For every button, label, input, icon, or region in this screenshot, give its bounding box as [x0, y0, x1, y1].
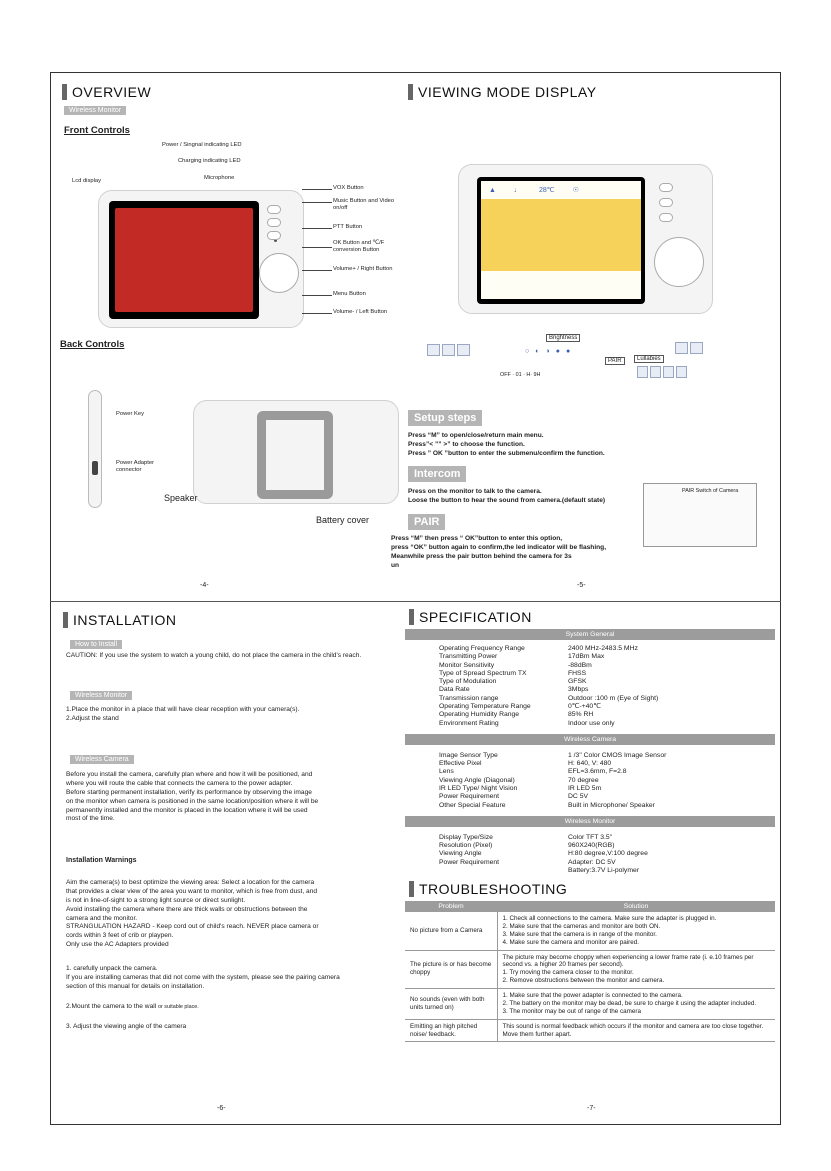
spec-key: Viewing Angle [439, 850, 482, 858]
solution-cell: The picture may become choppy when experiencing a lower frame rate (i. e.10 frames per second vs. a higher 20 frames per second). 1. Try moving the camera closer to the monitor. 2. Remove obstructions between the monitor and camera. [497, 950, 775, 988]
spec-value: H: 640, V: 480 [568, 760, 612, 768]
spec-key: Operating Humidity Range [439, 711, 520, 719]
callout-volplus: Volume+ / Right Button [333, 266, 393, 272]
caution-text: CAUTION: If you use the system to watch a young child, do not place the camera in the child's reach. [66, 652, 362, 659]
step-2: 2.Mount the camera to the wall or suitable place. [66, 1003, 199, 1010]
callout-volminus: Volume- / Left Button [333, 309, 388, 315]
spec-row [405, 850, 775, 858]
overview-title: OVERVIEW [62, 84, 151, 100]
back-controls-heading: Back Controls [60, 339, 125, 350]
spec-value: IR LED 5m [568, 784, 602, 792]
callout-power-key: Power Key [116, 411, 145, 417]
spec-key: Power Requirement [439, 858, 500, 866]
installation-section [60, 606, 400, 1121]
intercom-tag: Intercom [408, 466, 466, 482]
installation-warnings-heading: Installation Warnings [66, 857, 137, 864]
callout-menu: Menu Button [333, 291, 366, 297]
spec-value: EFL=3.6mm, F=2.8 [568, 768, 627, 776]
spec-value: 2400 MHz-2483.5 MHz [568, 645, 638, 652]
monitor-display-image [458, 164, 713, 314]
pair-text: Press “M” then press “ OK”button to enter this option, press “OK” button again to confirm,the led indicator will be flashing, Meanwhile press the pair button behind the camera for 3s un [391, 535, 607, 569]
viewing-mode-section [391, 82, 775, 597]
spec-key [405, 867, 568, 875]
spec-row [405, 678, 775, 686]
spec-row [405, 662, 775, 670]
spec-value: 1 /3" Color CMOS Image Sensor [568, 751, 667, 759]
page-number: -5- [577, 582, 586, 589]
problem-header: Problem [405, 901, 497, 912]
spec-key: Power Requirement [439, 793, 500, 801]
callout-microphone: Microphone [204, 175, 235, 181]
divider [50, 601, 781, 602]
spec-value: Outdoor :100 m (Eye of Sight) [568, 694, 659, 702]
spec-key: Transmitting Power [439, 653, 498, 661]
wireless-monitor-tag: Wireless Monitor [64, 106, 126, 115]
spec-key: Viewing Angle (Diagonal) [439, 776, 515, 784]
spec-row [405, 785, 775, 793]
callout-speaker: Speaker [164, 493, 198, 503]
spec-key: Lens [439, 768, 454, 776]
spec-row [405, 834, 775, 842]
spec-row [405, 695, 775, 703]
monitor-device-image [98, 190, 304, 328]
spec-key: Other Special Feature [439, 801, 506, 809]
brightness-label: Brightness [546, 334, 580, 342]
spec-value: Indoor use only [568, 719, 615, 727]
page-number: -7- [587, 1105, 596, 1112]
callout-battery: Battery cover [316, 515, 370, 525]
vox-icons [427, 344, 470, 356]
step-3: 3. Adjust the viewing angle of the camera [66, 1023, 187, 1030]
table-row [405, 989, 775, 1020]
brightness-levels: ○ ◐ ◑ ● ● [525, 348, 571, 355]
callout-ok: OK Button and ℃/F conversion Button [333, 240, 385, 253]
callout-charging: Charging indicating LED [178, 158, 241, 164]
spec-row [405, 670, 775, 678]
volume-icon: ♩ [513, 186, 521, 194]
camera-install-text: Before you install the camera, carefully plan where and how it will be positioned, and where you will route the cable that connects the camera to the power adapter. Before starting permanent installation, verify its performance by observing the image on the monitor when camera is positioned in the same location/position where it will be permanently installed and the monitor is placed in the location where it will be used most of the time. [66, 771, 319, 823]
how-to-install-tag: How to Install [70, 640, 122, 649]
light-icon: ☉ [572, 187, 579, 194]
spec-row [405, 777, 775, 785]
spec-value: Battery:3.7V Li-polymer [568, 866, 640, 874]
problem-cell: Emitting an high pitched noise/ feedback. [405, 1019, 497, 1042]
spec-value: 17dBm Max [568, 653, 605, 661]
spec-row [405, 760, 775, 768]
spec-key: Transmission range [439, 694, 499, 702]
spec-value: Adapter: DC 5V [568, 858, 616, 866]
spec-value: GFSK [568, 678, 587, 686]
spec-row [405, 859, 775, 867]
vox-level-labels: OFF · 01 · H· 9H [500, 372, 541, 378]
spec-key: Monitor Sensitivity [439, 661, 495, 669]
setup-steps-text: Press “M” to open/close/return main menu. Press”< ”” >” to choose the function. Press ” OK ”button to enter the submenu/confirm the function. [408, 432, 605, 457]
troubleshooting-table [405, 901, 775, 1042]
spec-row [405, 867, 775, 875]
general-spec-list [405, 643, 775, 731]
installation-title: INSTALLATION [63, 612, 177, 628]
spec-row [405, 768, 775, 776]
viewing-title: VIEWING MODE DISPLAY [408, 84, 597, 100]
camera-spec-list [405, 748, 775, 813]
signal-icon: ▲ [489, 186, 496, 194]
temperature-readout: 28℃ [538, 187, 555, 194]
spec-row [405, 720, 775, 728]
pair-tag: PAIR [408, 514, 445, 530]
monitor-back-image [193, 400, 399, 504]
dpad [259, 253, 299, 293]
spec-value: 3Mbps [568, 686, 589, 694]
intercom-text: Press on the monitor to talk to the camera. Loose the button to hear the sound from camera.(default state) [408, 488, 606, 504]
spec-value: Built in Microphone/ Speaker [568, 801, 655, 809]
wireless-camera-tag: Wireless Camera [70, 755, 134, 764]
table-row [405, 1019, 775, 1042]
pair-label: PAIR [605, 357, 625, 365]
specification-section [405, 606, 775, 1121]
callout-music: Music Button and Video on/off [333, 198, 395, 211]
solution-cell: 1. Make sure that the power adapter is connected to the camera. 2. The battery on the monitor may be dead, be sure to charge it using the adapter included. 3. The monitor may be out of range of the camera [497, 989, 775, 1020]
spec-key: Effective Pixel [439, 760, 482, 768]
lullabies-label: Lullabies [634, 355, 664, 363]
callout-vox: VOX Button [333, 185, 364, 191]
spec-row [405, 686, 775, 694]
spec-value: -88dBm [568, 661, 592, 669]
spec-value: FHSS [568, 669, 587, 677]
spec-row [405, 793, 775, 801]
spec-key: Type of Spread Spectrum TX [439, 669, 527, 677]
callout-led: Power / Singnal indicating LED [162, 142, 242, 148]
spec-key: IR LED Type/ Night Vision [439, 784, 518, 792]
system-general-heading: System General [405, 629, 775, 640]
spec-key: Data Rate [439, 686, 470, 694]
callout-lcd: Lcd display [72, 178, 102, 184]
temperature-icons [675, 342, 703, 354]
spec-row [405, 711, 775, 719]
callout-adapter: Power Adapter connector [116, 460, 155, 473]
spec-value: DC 5V [568, 793, 589, 801]
spec-key: Operating Frequency Range [439, 645, 525, 652]
spec-row [405, 703, 775, 711]
page-number: -4- [200, 582, 209, 589]
table-row [405, 912, 775, 950]
monitor-side-image [88, 390, 102, 508]
table-row [405, 950, 775, 988]
spec-row [405, 752, 775, 760]
spec-key: Image Sensor Type [439, 751, 498, 759]
specification-title: SPECIFICATION [409, 609, 775, 625]
spec-key: Display Type/Size [439, 833, 493, 841]
spec-value: H:80 degree,V:100 degree [568, 850, 648, 858]
wireless-camera-heading: Wireless Camera [405, 734, 775, 745]
spec-value: 85% RH [568, 711, 594, 719]
callout-ptt: PTT Button [333, 224, 363, 230]
page-number: -6- [217, 1105, 226, 1112]
spec-value: Color TFT 3.5" [568, 833, 613, 841]
wireless-monitor-heading: Wireless Monitor [405, 816, 775, 827]
problem-cell: No sounds (even with both units turned on) [405, 989, 497, 1020]
monitor-spec-list [405, 830, 775, 875]
troubleshooting-title: TROUBLESHOOTING [409, 881, 775, 897]
spec-value: 0℃-+40℃ [568, 702, 601, 710]
spec-row [405, 645, 775, 653]
dpad [654, 237, 704, 287]
warnings-text: Aim the camera(s) to best optimize the viewing area: Select a location for the camera that provides a clear view of the area you want to monitor, which is free from dust, and is not in line-of-sight to a strong light source or direct sunlight. Avoid installing the camera where there are thick walls or obstructions between the camera and the monitor. STRANGULATION HAZARD - Keep cord out of child's reach. NEVER place camera or cords within 3 feet of crib or playpen. Only use the AC Adapters provided [66, 879, 319, 949]
solution-cell: This sound is normal feedback which occurs if the monitor and camera are too close together. Move them further apart. [497, 1019, 775, 1042]
monitor-install-text: 1.Place the monitor in a place that will have clear reception with your camera(s). 2.Adjust the stand [66, 706, 300, 722]
spec-value: 960X240(RGB) [568, 842, 615, 850]
spec-key: Operating Temperature Range [439, 702, 531, 710]
spec-row [405, 802, 775, 810]
spec-row [405, 842, 775, 850]
spec-value: 70 degree [568, 776, 599, 784]
setup-steps-tag: Setup steps [408, 410, 482, 426]
steps-text: 1. carefully unpack the camera. If you are installing cameras that did not come with the system, please see the pairing camera section of this manual for details on installation. [66, 965, 340, 990]
problem-cell: The picture is or has become choppy [405, 950, 497, 988]
overview-section [60, 82, 400, 597]
solution-header: Solution [497, 901, 775, 912]
pair-switch-image: PAIR Switch of Camera [643, 483, 757, 547]
lullaby-icons [637, 366, 687, 378]
front-controls-heading: Front Controls [64, 125, 130, 136]
problem-cell: No picture from a Camera [405, 912, 497, 950]
spec-key: Type of Modulation [439, 678, 497, 686]
wireless-monitor-tag: Wireless Monitor [70, 691, 132, 700]
spec-key: Environment Rating [439, 719, 499, 727]
spec-key: Resolution (Pixel) [439, 842, 493, 850]
spec-row [405, 653, 775, 661]
solution-cell: 1. Check all connections to the camera. Make sure the adapter is plugged in. 2. Make sure that the cameras and monitor are both ON. 3. Make sure that the camera is in range of the monitor. 4. Make sure the camera and monitor are paired. [497, 912, 775, 950]
